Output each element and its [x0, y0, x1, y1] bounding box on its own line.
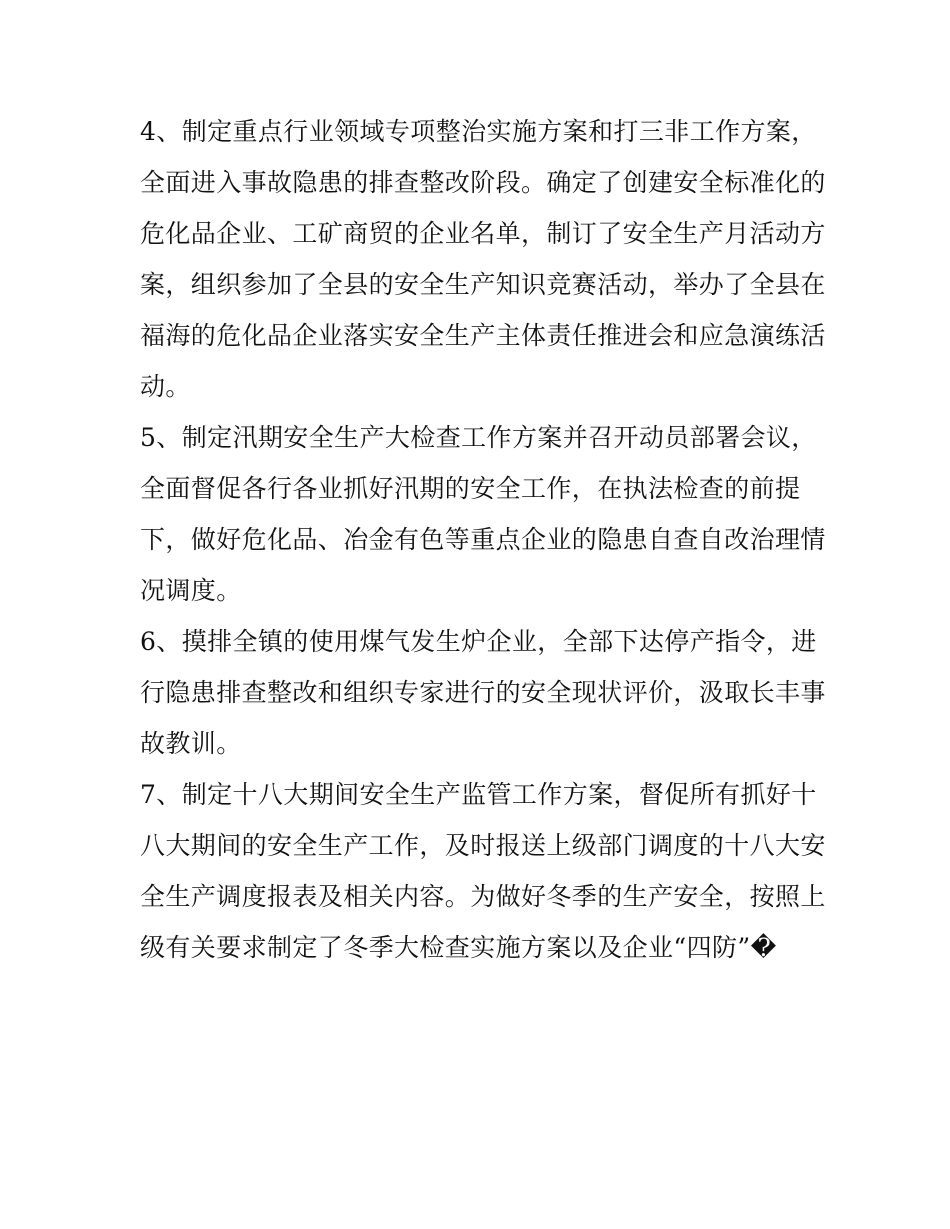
text-line: 况调度。 — [140, 576, 242, 605]
text-line: 4、制定重点行业领域专项整治实施方案和打三非工作方案， — [140, 117, 817, 146]
text-line: 全面进入事故隐患的排查整改阶段。确定了创建安全标准化的 — [140, 168, 826, 197]
text-line: 5、制定汛期安全生产大检查工作方案并召开动员部署会议， — [140, 423, 817, 452]
paragraph-item-6 — [140, 616, 826, 769]
text-line: 动。 — [140, 372, 191, 401]
paragraph-item-5 — [140, 412, 826, 616]
text-line: 危化品企业、工矿商贸的企业名单，制订了安全生产月活动方 — [140, 219, 826, 248]
text-line: 八大期间的安全生产工作，及时报送上级部门调度的十八大安 — [140, 831, 826, 860]
text-line: 6、摸排全镇的使用煤气发生炉企业，全部下达停产指令，进 — [140, 627, 817, 656]
text-line: 全面督促各行各业抓好汛期的安全工作，在执法检查的前提 — [140, 474, 801, 503]
document-body — [140, 106, 826, 973]
text-line: 案，组织参加了全县的安全生产知识竞赛活动，举办了全县在 — [140, 270, 826, 299]
text-line: 下，做好危化品、冶金有色等重点企业的隐患自查自改治理情 — [140, 525, 826, 554]
text-line: 福海的危化品企业落实安全生产主体责任推进会和应急演练活 — [140, 321, 826, 350]
text-line: 故教训。 — [140, 729, 242, 758]
paragraph-item-4 — [140, 106, 826, 412]
text-line: 级有关要求制定了冬季大检查实施方案以及企业“四防”� — [140, 933, 777, 962]
text-line: 7、制定十八大期间安全生产监管工作方案，督促所有抓好十 — [140, 780, 817, 809]
paragraph-item-7 — [140, 769, 826, 973]
text-line: 行隐患排查整改和组织专家进行的安全现状评价，汲取长丰事 — [140, 678, 826, 707]
text-line: 全生产调度报表及相关内容。为做好冬季的生产安全，按照上 — [140, 882, 826, 911]
